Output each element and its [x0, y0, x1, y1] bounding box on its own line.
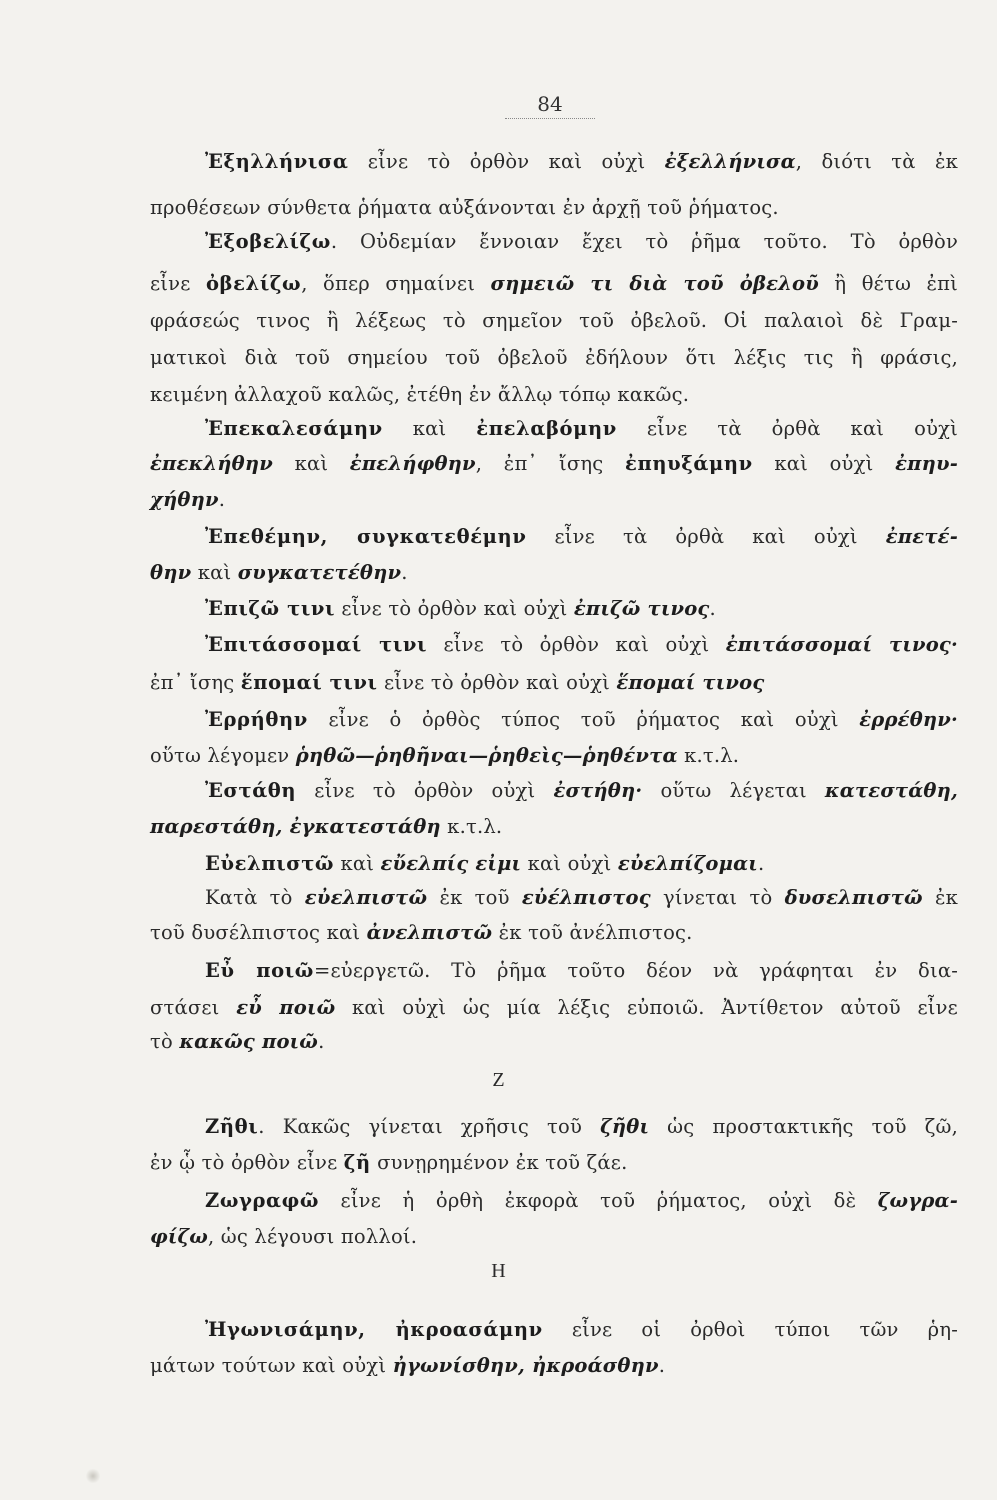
text-line: Ἐπιτάσσομαί τινι εἶνε τὸ ὀρθὸν καὶ οὐχὶ ἐπιτάσσομαί τινος· — [205, 633, 958, 656]
text-line: χήθην. — [150, 488, 226, 511]
text-line: Ζῆθι. Κακῶς γίνεται χρῆσις τοῦ ζῆθι ὡς προστακτικῆς τοῦ ζῶ, — [205, 1115, 958, 1138]
text-line: Ἐπιζῶ τινι εἶνε τὸ ὀρθὸν καὶ οὐχὶ ἐπιζῶ τινος. — [205, 597, 716, 620]
text-line: Κατὰ τὸ εὐελπιστῶ ἐκ τοῦ εὐέλπιστος γίνεται τὸ δυσελπιστῶ ἐκ — [205, 886, 959, 909]
text-line: Ἠγωνισάμην, ἠκροασάμην εἶνε οἱ ὀρθοὶ τύποι τῶν ῥη- — [205, 1318, 958, 1341]
text-line: ματικοὶ διὰ τοῦ σημείου τοῦ ὀβελοῦ ἐδήλουν ὅτι λέξις τις ἢ φράσις, — [150, 346, 958, 369]
page-number: 84 — [505, 92, 595, 119]
text-line: οὕτω λέγομεν ῥηθῶ—ῥηθῆναι—ῥηθεὶς—ῥηθέντα κ.τ.λ. — [150, 744, 740, 767]
text-line: τὸ κακῶς ποιῶ. — [150, 1030, 325, 1053]
text-line: εἶνε ὀβελίζω, ὅπερ σημαίνει σημειῶ τι διὰ τοῦ ὀβελοῦ ἢ θέτω ἐπὶ — [150, 272, 959, 295]
text-line: Ζωγραφῶ εἶνε ἡ ὀρθὴ ἐκφορὰ τοῦ ῥήματος, οὐχὶ δὲ ζωγρα- — [205, 1189, 958, 1212]
text-line: Εὖ ποιῶ=εὐεργετῶ. Τὸ ῥῆμα τοῦτο δέον νὰ γράφηται ἐν δια- — [205, 959, 958, 982]
text-line: Ἐξηλλήνισα εἶνε τὸ ὀρθὸν καὶ οὐχὶ ἐξελλήνισα, διότι τὰ ἐκ — [205, 150, 958, 173]
text-line: Ἐπεθέμην, συγκατεθέμην εἶνε τὰ ὀρθὰ καὶ οὐχὶ ἐπετέ- — [205, 525, 958, 548]
text-line: θην καὶ συγκατετέθην. — [150, 561, 408, 584]
text-line: ἐπ᾽ ἴσης ἕπομαί τινι εἶνε τὸ ὀρθὸν καὶ οὐχὶ ἕπομαί τινος — [150, 671, 765, 694]
text-line: ἐπεκλήθην καὶ ἐπελήφθην, ἐπ᾽ ἴσης ἐπηυξάμην καὶ οὐχὶ ἐπηυ- — [150, 452, 958, 475]
text-line: Ἐξοβελίζω. Οὐδεμίαν ἔννοιαν ἔχει τὸ ῥῆμα τοῦτο. Τὸ ὀρθὸν — [205, 230, 958, 253]
text-line: ἐν ᾧ τὸ ὀρθὸν εἶνε ζῆ συνῃρημένον ἐκ τοῦ ζάε. — [150, 1151, 628, 1174]
text-line: φίζω, ὡς λέγουσι πολλοί. — [150, 1225, 418, 1248]
text-line: Ἐστάθη εἶνε τὸ ὀρθὸν οὐχὶ ἐστήθη· οὕτω λέγεται κατεστάθη, — [205, 779, 958, 802]
text-line: στάσει εὖ ποιῶ καὶ οὐχὶ ὡς μία λέξις εὐποιῶ. Ἀντίθετον αὐτοῦ εἶνε — [150, 996, 958, 1019]
text-line: φράσεώς τινος ἢ λέξεως τὸ σημεῖον τοῦ ὀβελοῦ. Οἱ παλαιοὶ δὲ Γραμ- — [150, 309, 958, 332]
paper-smudge — [86, 1468, 100, 1484]
text-line: τοῦ δυσέλπιστος καὶ ἀνελπιστῶ ἐκ τοῦ ἀνέλπιστος. — [150, 921, 693, 944]
text-line: Ἐρρήθην εἶνε ὁ ὀρθὸς τύπος τοῦ ῥήματος καὶ οὐχὶ ἐρρέθην· — [205, 708, 958, 731]
text-line: παρεστάθη, ἐγκατεστάθη κ.τ.λ. — [150, 815, 503, 838]
section-letter-zeta: Ζ — [492, 1069, 505, 1091]
text-line: Εὐελπιστῶ καὶ εὔελπίς εἰμι καὶ οὐχὶ εὐελπίζομαι. — [205, 852, 765, 875]
text-line: κειμένη ἀλλαχοῦ καλῶς, ἐτέθη ἐν ἄλλῳ τόπῳ κακῶς. — [150, 383, 690, 406]
section-letter-eta: Η — [491, 1260, 506, 1282]
text-line: μάτων τούτων καὶ οὐχὶ ἠγωνίσθην, ἠκροάσθην. — [150, 1354, 666, 1377]
text-line: Ἐπεκαλεσάμην καὶ ἐπελαβόμην εἶνε τὰ ὀρθὰ καὶ οὐχὶ — [205, 417, 958, 440]
text-line: προθέσεων σύνθετα ῥήματα αὐξάνονται ἐν ἀρχῇ τοῦ ῥήματος. — [150, 196, 779, 219]
